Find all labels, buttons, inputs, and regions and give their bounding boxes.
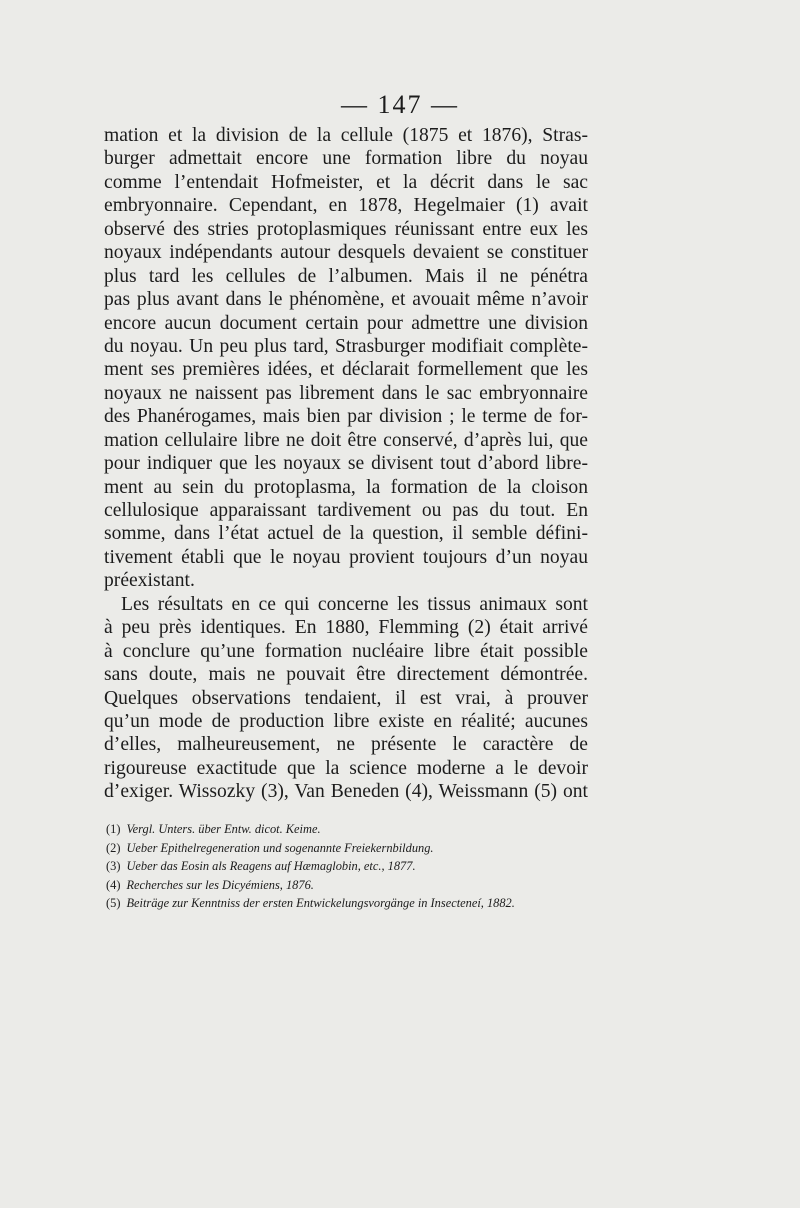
body-text <box>104 124 588 804</box>
text-line: qu’un mode de production libre existe en réalité; aucunes <box>104 710 588 732</box>
text-line: ment au sein du protoplasma, la formation de la cloison <box>104 476 588 498</box>
footnote <box>106 857 586 876</box>
footnote-number: (3) <box>106 859 121 874</box>
text-line: mation cellulaire libre ne doit être conservé, d’après lui, que <box>104 429 588 451</box>
footnote-number: (2) <box>106 840 121 855</box>
text-line: cellulosique apparaissant tardivement ou pas du tout. En <box>104 500 588 521</box>
text-line: sans doute, mais ne pouvait être directement démontrée. <box>104 664 588 686</box>
footnote-text: Ueber Epithelregeneration und sogenannte Freiekernbildung. <box>126 840 434 855</box>
footnote <box>106 876 586 895</box>
text-line: rigoureuse exactitude que la science moderne a le devoir <box>104 757 588 779</box>
footnote-number: (5) <box>106 896 121 911</box>
footnote-text: Beiträge zur Kenntniss der ersten Entwickelungsvorgänge in Insecteneí, 1882. <box>126 896 515 911</box>
text-line: somme, dans l’état actuel de la question, il semble défini- <box>104 523 588 545</box>
text-line: tivement établi que le noyau provient toujours d’un noyau <box>104 546 588 568</box>
footnote-text: Vergl. Unters. über Entw. dicot. Keime. <box>126 822 321 836</box>
text-line: noyaux indépendants autour desquels devaient se constituer <box>104 242 588 264</box>
text-line: d’elles, malheureusement, ne présente le caractère de <box>104 734 588 756</box>
text-line: des Phanérogames, mais bien par division ; le terme de for- <box>104 406 588 428</box>
footnote-text: Recherches sur les Dicyémiens, 1876. <box>126 877 314 892</box>
text-line: pas plus avant dans le phénomène, et avouait même n’avoir <box>104 289 588 311</box>
text-line: encore aucun document certain pour admettre une division <box>104 312 588 334</box>
text-line: Quelques observations tendaient, il est vrai, à prouver <box>104 687 588 709</box>
paragraph-1 <box>104 124 588 593</box>
page-number: — 147 — <box>341 90 459 119</box>
text-line: comme l’entendait Hofmeister, et la décrit dans le sac <box>104 171 588 193</box>
paragraph-2 <box>104 593 588 804</box>
text-line: noyaux ne naissent pas librement dans le sac embryonnaire <box>104 382 588 404</box>
text-line: mation et la division de la cellule (1875 et 1876), Stras- <box>104 125 588 146</box>
text-line: à peu près identiques. En 1880, Flemming (2) était arrivé <box>104 617 588 639</box>
footnote-number: (1) <box>106 822 121 836</box>
text-line: ment ses premières idées, et déclarait formellement que les <box>104 359 588 381</box>
text-line: Les résultats en ce qui concerne les tissus animaux sont <box>121 593 588 615</box>
text-line: du noyau. Un peu plus tard, Strasburger modifiait complète- <box>104 335 588 357</box>
text-line: à conclure qu’une formation nucléaire libre était possible <box>104 640 588 662</box>
text-line: d’exiger. Wissozky (3), Van Beneden (4), Weissmann (5) ont <box>104 781 588 803</box>
footnote <box>106 894 586 913</box>
footnotes <box>106 820 586 913</box>
footnote-text: Ueber das Eosin als Reagens auf Hæmaglobin, etc., 1877. <box>126 859 416 874</box>
footnote <box>106 839 586 858</box>
text-line: observé des stries protoplasmiques réunissant entre eux les <box>104 218 588 240</box>
footnote-number: (4) <box>106 877 121 892</box>
footnote <box>106 820 586 839</box>
text-line: plus tard les cellules de l’albumen. Mais il ne pénétra <box>104 265 588 287</box>
text-line: burger admettait encore une formation libre du noyau <box>104 148 588 170</box>
text-line: pour indiquer que les noyaux se divisent tout d’abord libre- <box>104 453 588 475</box>
text-line: embryonnaire. Cependant, en 1878, Hegelmaier (1) avait <box>104 195 588 217</box>
text-line: préexistant. <box>104 570 195 592</box>
